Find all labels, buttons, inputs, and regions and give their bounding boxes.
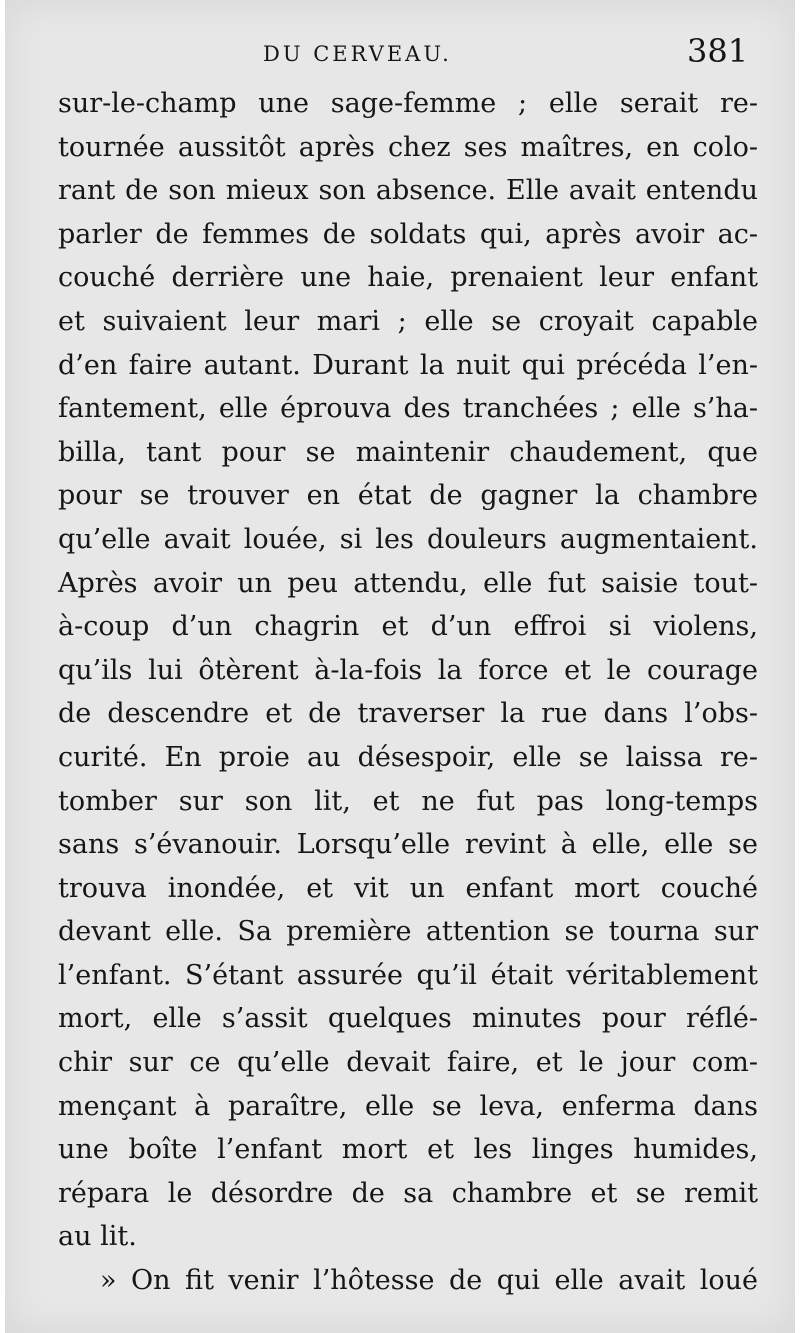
text-line: couché derrière une haie, prenaient leur enfant: [58, 262, 758, 294]
text-line: curité. En proie au désespoir, elle se laissa re-: [58, 741, 758, 773]
text-line: qu’elle avait louée, si les douleurs augmentaient.: [58, 523, 758, 555]
text-line: sans s’évanouir. Lorsqu’elle revint à elle, elle se: [58, 829, 758, 861]
text-line: mençant à paraître, elle se leva, enferma dans: [58, 1090, 758, 1122]
text-line: parler de femmes de soldats qui, après avoir ac-: [58, 218, 758, 250]
text-line: une boîte l’enfant mort et les linges humides,: [58, 1134, 758, 1166]
text-line: qu’ils lui ôtèrent à-la-fois la force et le courage: [58, 654, 758, 686]
text-line: à-coup d’un chagrin et d’un effroi si violens,: [58, 611, 758, 643]
body-text: [58, 82, 758, 1303]
text-line: mort, elle s’assit quelques minutes pour réflé-: [58, 1003, 758, 1035]
text-line: tournée aussitôt après chez ses maîtres, en colo-: [58, 131, 758, 163]
text-line: au lit.: [58, 1221, 137, 1253]
running-head: DU CERVEAU.: [263, 42, 452, 66]
text-line: Après avoir un peu attendu, elle fut saisie tout-: [58, 567, 758, 599]
text-line: » On fit venir l’hôtesse de qui elle avait loué: [100, 1265, 758, 1297]
text-line: devant elle. Sa première attention se tourna sur: [58, 916, 758, 948]
text-line: sur-le-champ une sage-femme ; elle serait re-: [58, 88, 758, 119]
text-line: d’en faire autant. Durant la nuit qui précéda l’en-: [58, 349, 758, 381]
text-line: de descendre et de traverser la rue dans l’obs-: [58, 698, 758, 730]
text-line: répara le désordre de sa chambre et se remit: [58, 1177, 758, 1209]
text-line: trouva inondée, et vit un enfant mort couché: [58, 872, 758, 904]
text-line: chir sur ce qu’elle devait faire, et le jour com-: [58, 1047, 758, 1079]
text-line: billa, tant pour se maintenir chaudement, que: [58, 436, 758, 468]
text-line: l’enfant. S’étant assurée qu’il était véritablement: [58, 959, 758, 991]
text-line: et suivaient leur mari ; elle se croyait capable: [58, 305, 758, 337]
text-line: tomber sur son lit, et ne fut pas long-temps: [58, 785, 758, 817]
page-header: [5, 30, 795, 80]
page-number: 381: [687, 32, 749, 70]
text-line: fantement, elle éprouva des tranchées ; elle s’ha-: [58, 393, 758, 425]
text-line: pour se trouver en état de gagner la chambre: [58, 480, 758, 512]
text-line: rant de son mieux son absence. Elle avait entendu: [58, 175, 758, 207]
book-page: [5, 0, 795, 1333]
